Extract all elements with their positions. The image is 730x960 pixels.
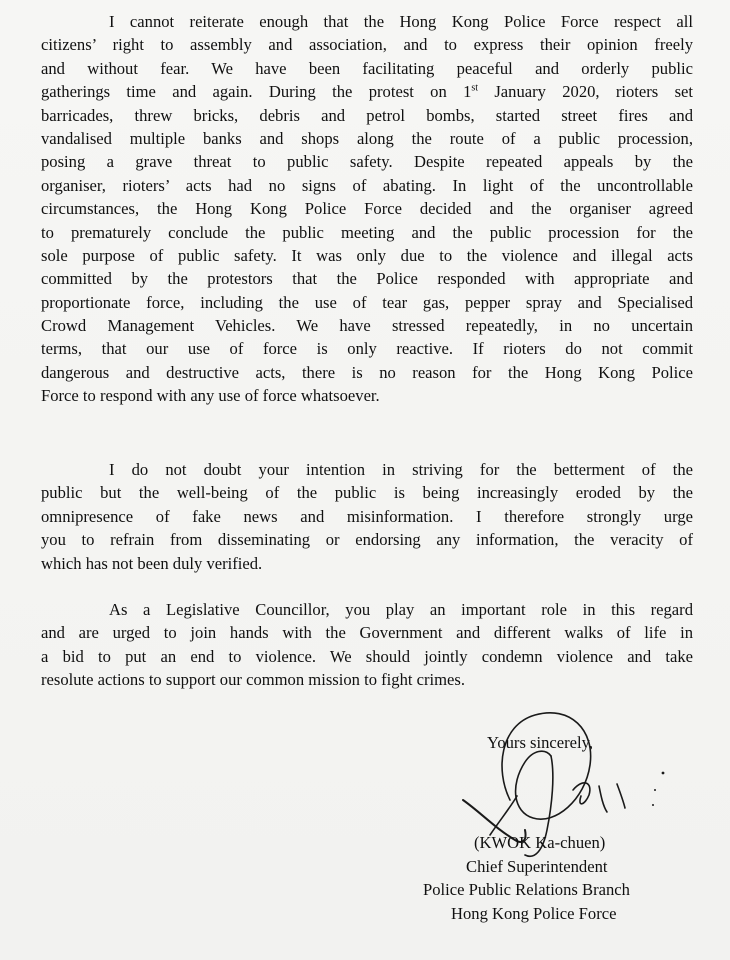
text-line: organiser, rioters’ acts had no signs of abating. In light of the uncontrollable	[41, 175, 693, 195]
paragraph-2	[41, 458, 693, 575]
text-line: committed by the protestors that the Police responded with appropriate and	[41, 269, 693, 289]
text-line: vandalised multiple banks and shops along the route of a public procession,	[41, 128, 693, 148]
text-line: Force to respond with any use of force whatsoever.	[41, 386, 380, 406]
text-line: proportionate force, including the use of tear gas, pepper spray and Specialised	[41, 292, 693, 312]
closing-salutation: Yours sincerely,	[487, 733, 594, 752]
text-line: Crowd Management Vehicles. We have stressed repeatedly, in no uncertain	[41, 316, 693, 336]
paragraph-3	[41, 598, 693, 692]
signatory-org: Hong Kong Police Force	[451, 904, 617, 923]
signatory-title: Chief Superintendent	[466, 857, 608, 876]
text-line: which has not been duly verified.	[41, 553, 263, 573]
text-line: and without fear. We have been facilitating peaceful and orderly public	[41, 58, 693, 78]
text-line: public but the well-being of the public is being increasingly eroded by the	[41, 483, 693, 503]
text-line: I do not doubt your intention in striving for the betterment of the	[109, 460, 693, 479]
text-line: I cannot reiterate enough that the Hong Kong Police Force respect all	[109, 12, 693, 31]
text-line: citizens’ right to assembly and association, and to express their opinion freely	[41, 35, 693, 55]
text-line: barricades, threw bricks, debris and petrol bombs, started street fires and	[41, 105, 693, 125]
text-line: and are urged to join hands with the Government and different walks of life in	[41, 623, 693, 643]
text-line: terms, that our use of force is only reactive. If rioters do not commit	[41, 339, 693, 359]
text-line: you to refrain from disseminating or endorsing any information, the veracity of	[41, 530, 693, 550]
text-line: gatherings time and again. During the protest on 1st January 2020, rioters set	[41, 82, 693, 102]
text-line: sole purpose of public safety. It was only due to the violence and illegal acts	[41, 245, 693, 265]
text-line: to prematurely conclude the public meeting and the public procession for the	[41, 222, 693, 242]
text-line: posing a grave threat to public safety. Despite repeated appeals by the	[41, 152, 693, 172]
text-line: resolute actions to support our common mission to fight crimes.	[41, 670, 466, 690]
text-line: omnipresence of fake news and misinformation. I therefore strongly urge	[41, 506, 693, 526]
signatory-branch: Police Public Relations Branch	[423, 880, 630, 899]
text-line: dangerous and destructive acts, there is no reason for the Hong Kong Police	[41, 362, 693, 382]
text-line: As a Legislative Councillor, you play an important role in this regard	[109, 600, 693, 619]
paragraph-1	[41, 10, 693, 408]
text-line: circumstances, the Hong Kong Police Force decided and the organiser agreed	[41, 199, 693, 219]
signatory-name: (KWOK Ka-chuen)	[474, 833, 606, 852]
text-line: a bid to put an end to violence. We should jointly condemn violence and take	[41, 646, 693, 666]
